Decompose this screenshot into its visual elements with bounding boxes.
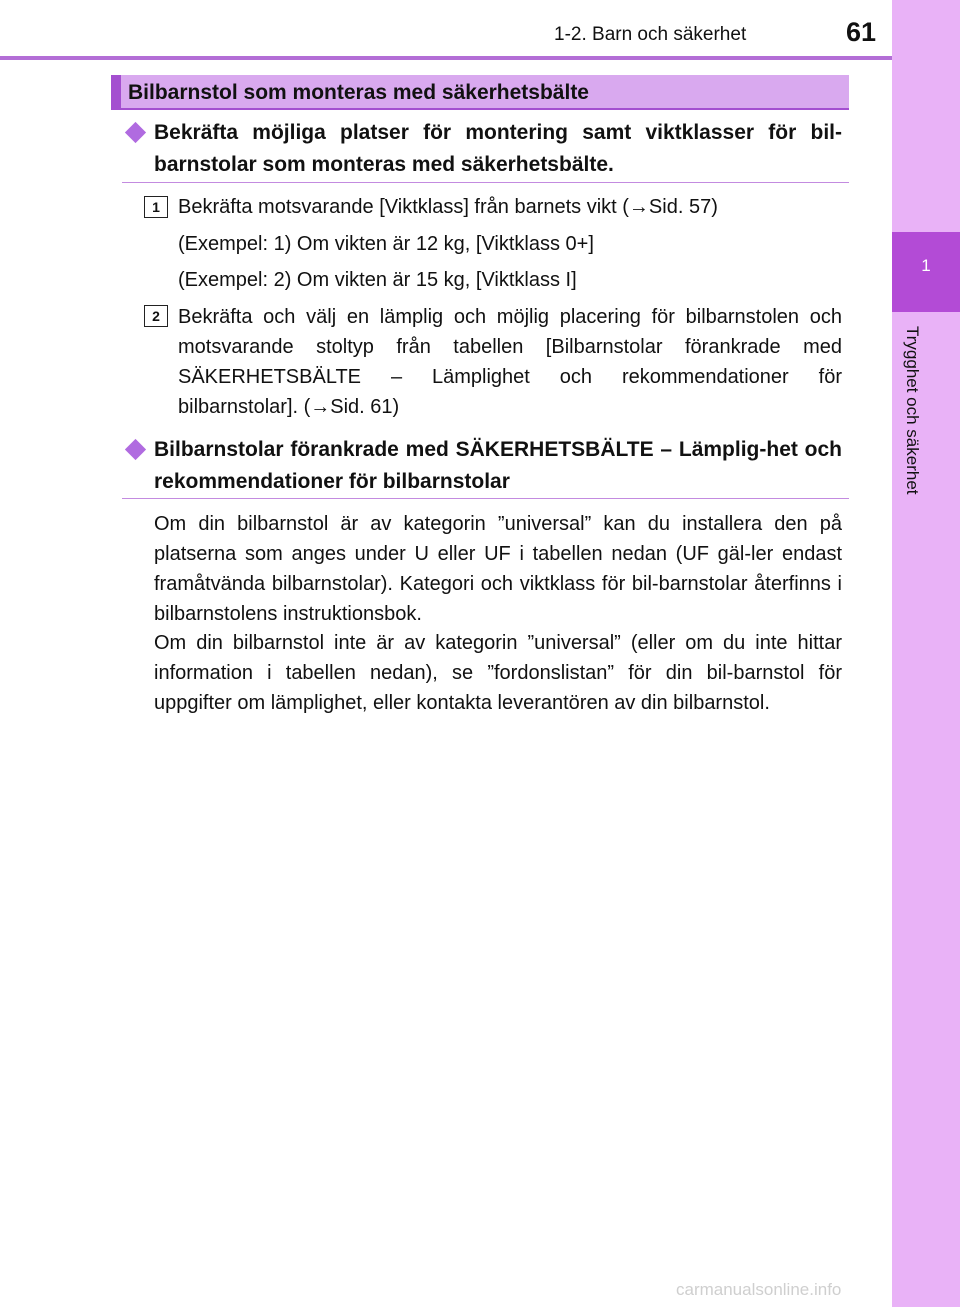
- chapter-sidebar: [892, 0, 960, 1307]
- body-paragraph-universal: Om din bilbarnstol är av kategorin ”universal” kan du installera den på platserna som anges under U eller UF i tabellen nedan (UF gäl-ler endast framåtvända bilbarnstolar). Kategori och viktklass för bil-barnstolar återfinns i bilbarnstolens instruktionsbok.: [154, 513, 842, 625]
- page-number: 61: [846, 17, 877, 47]
- body-paragraph-non-universal: Om din bilbarnstol inte är av kategorin ”universal” (eller om du inte hittar information i tabellen nedan), se ”fordonslistan” för din bil-barnstol för uppgifter om lämplighet, eller kontakta leverantören av din bilbarnstol.: [154, 632, 842, 714]
- subheading-seatbelt-suitability: Bilbarnstolar förankrade med SÄKERHETSBÄLTE – Lämplig-het och rekommendationer för bilbarnstolar: [154, 438, 842, 493]
- section-title-accent: [111, 75, 121, 110]
- diamond-bullet-icon: [125, 439, 146, 460]
- diamond-bullet-icon: [125, 122, 146, 143]
- subheading-rule: [122, 498, 849, 499]
- step-2-text: Bekräfta och välj en lämplig och möjlig placering för bilbarnstolen och motsvarande stoltyp från tabellen [Bilbarnstolar förankrade med SÄKERHETSBÄLTE – Lämplighet och rekommendationer för bilbarnstolar]. (→Sid. 61): [178, 306, 842, 418]
- running-header-section: 1-2. Barn och säkerhet: [554, 24, 747, 45]
- step-1-text: Bekräfta motsvarande [Viktklass] från barnets vikt (→Sid. 57): [178, 196, 718, 218]
- chapter-title: Trygghet och säkerhet: [903, 326, 922, 495]
- section-title-underline: [111, 108, 849, 110]
- step-1-example-2: (Exempel: 2) Om vikten är 15 kg, [Viktklass I]: [178, 269, 577, 291]
- watermark: carmanualsonline.info: [676, 1280, 842, 1299]
- section-title: Bilbarnstol som monteras med säkerhetsbälte: [128, 81, 589, 104]
- step-number-1: 1: [144, 196, 168, 218]
- subheading-mounting-positions: Bekräfta möjliga platser för montering samt viktklasser för bil-barnstolar som monteras med säkerhetsbälte.: [154, 121, 842, 176]
- step-number-2: 2: [144, 305, 168, 327]
- step-1-example-1: (Exempel: 1) Om vikten är 12 kg, [Viktklass 0+]: [178, 233, 594, 255]
- header-rule: [0, 56, 892, 60]
- chapter-number: 1: [921, 256, 931, 275]
- subheading-rule: [122, 182, 849, 183]
